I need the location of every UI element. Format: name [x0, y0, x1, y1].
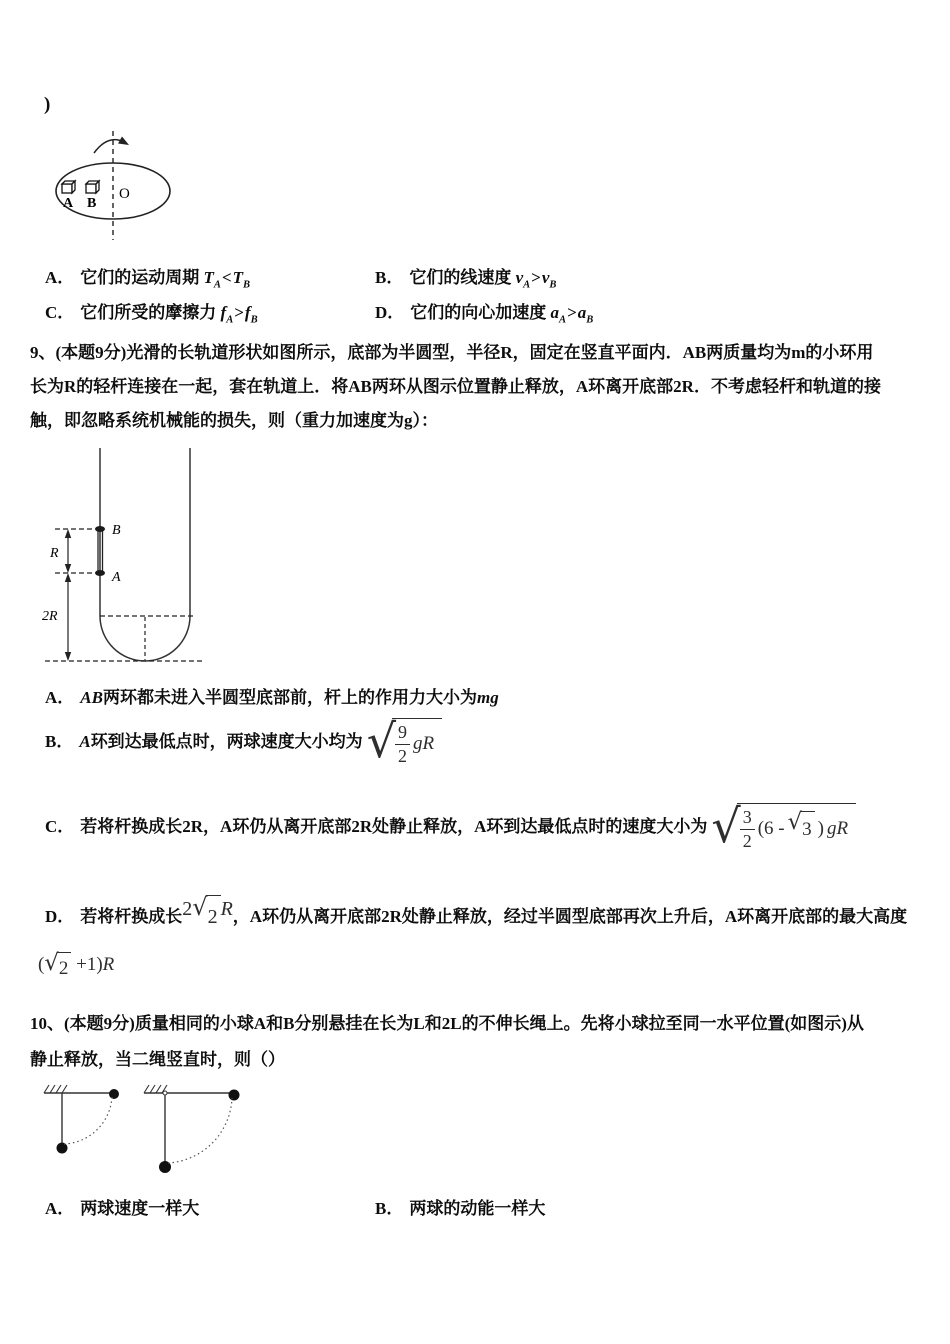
radical-sign: √ [711, 799, 741, 853]
block-b-icon [86, 181, 99, 193]
q10-text-line1: 10、(本题9分)质量相同的小球A和B分别悬挂在长为L和2L的不伸长绳上。先将小球拉至同一水平位置(如图示)从 [30, 1014, 864, 1033]
pendulum-2l [144, 1085, 240, 1173]
q9-option-c: C． 若将杆换成长2R，A环仍从离开底部2R处静止释放，A环到达最低点时的速度大小为 √ $\frac{3}{2}$ (6 - √ 3 ) gR [45, 796, 856, 858]
math-term: $T_A$ [203, 268, 221, 291]
inner-sqrt: √ 2 [192, 895, 220, 937]
math-term: $v_B$ [541, 268, 557, 291]
inner-sqrt: √ 2 [44, 952, 71, 984]
option-letter: A． [45, 688, 75, 707]
radical-sign: √ [44, 950, 59, 976]
option-text: 它们的向心加速度 [410, 303, 547, 322]
option-letter: D． [45, 907, 75, 926]
q9-option-d: D． 若将杆换成长2 √ 2 R，A环仍从离开底部2R处静止释放，经过半圆型底部再次上升后，A环离开底部的最大高度 [45, 889, 907, 937]
option-text: 它们所受的摩擦力 [80, 303, 217, 322]
arrowhead-icon [65, 652, 71, 661]
q8-option-b: B． 它们的线速度 $v_A>v_B$ [375, 268, 557, 291]
label-b: B [87, 196, 97, 211]
stray-paren: ) [44, 94, 51, 115]
option-letter: A． [45, 1199, 75, 1218]
label-b: B [112, 523, 121, 538]
ceiling-hatch-icon [44, 1085, 67, 1093]
dim-r-label: R [50, 546, 59, 561]
pendulum-l [44, 1085, 119, 1154]
formula-2-sqrt2-r: 2 √ 2 R [182, 898, 233, 920]
track-diagram [40, 446, 210, 670]
dim-2r-label: 2R [42, 609, 58, 624]
q9-text-line3: 触，即忽略系统机械能的损失，则（重力加速度为g）： [30, 411, 438, 430]
ring-a [95, 570, 105, 576]
option-letter: B． [375, 268, 404, 287]
swing-arc [64, 1096, 112, 1144]
label-o: O [119, 186, 130, 202]
math-term: $v_A$ [515, 268, 531, 291]
radical-sign: √ [366, 714, 396, 768]
q10-option-a: A． 两球速度一样大 [45, 1199, 200, 1218]
arrowhead-icon [65, 529, 71, 538]
turntable-diagram [50, 126, 185, 248]
option-letter: D． [375, 303, 405, 322]
option-letter: B． [45, 732, 74, 751]
option-text: 它们的运动周期 [80, 268, 200, 287]
math-term: $f_B$ [244, 303, 258, 326]
math-term: $a_B$ [577, 303, 594, 326]
q10-option-b: B． 两球的动能一样大 [375, 1199, 546, 1218]
option-text: 它们的线速度 [409, 268, 512, 287]
formula-sqrt-3-2-6-minus-sqrt3-gr: √ $\frac{3}{2}$ (6 - √ 3 ) gR [711, 803, 856, 850]
option-letter: B． [375, 1199, 404, 1218]
math-term: $f_A$ [220, 303, 234, 326]
rotation-arrowhead-icon [118, 137, 129, 146]
math-term: $T_B$ [232, 268, 251, 291]
option-letter: C． [45, 817, 75, 836]
arrowhead-icon [65, 573, 71, 582]
option-letter: C． [45, 303, 75, 322]
q9-text-line1: 9、(本题9分)光滑的长轨道形状如图所示，底部为半圆型，半径R，固定在竖直平面内．AB两质量均为m的小环用 [30, 343, 874, 362]
swing-arc [168, 1098, 232, 1163]
q9-text-line2: 长为R的轻杆连接在一起，套在轨道上．将AB两环从图示位置静止释放，A环离开底部2R．不考虑轻杆和轨道的接 [30, 377, 881, 396]
math-term: $a_A$ [550, 303, 567, 326]
option-letter: A． [45, 268, 75, 287]
ball-lowest [57, 1143, 68, 1154]
ball-initial [109, 1089, 119, 1099]
q9-option-d-continuation: ( √ 2 +1)R [38, 950, 114, 984]
q8-option-c: C． 它们所受的摩擦力 $f_A>f_B$ [45, 303, 258, 326]
formula-sqrt-9-2-gr: √ $\frac{9}{2}$ gR [367, 718, 442, 765]
q8-option-a: A． 它们的运动周期 $T_A<T_B$ [45, 268, 251, 291]
label-a: A [112, 570, 121, 585]
q8-option-d: D． 它们的向心加速度 $a_A>a_B$ [375, 303, 594, 326]
inner-sqrt: √ 3 [788, 811, 815, 847]
radical-sign: √ [787, 809, 803, 835]
q10-text-line2: 静止释放，当二绳竖直时，则（） [30, 1050, 285, 1069]
pivot-icon [163, 1091, 167, 1095]
q9-option-b: B． A 环到达最低点时，两球速度大小均为 √ $\frac{9}{2}$ gR [45, 710, 442, 774]
arrowhead-icon [65, 564, 71, 573]
ring-b [95, 526, 105, 532]
pendulum-diagram [40, 1082, 260, 1187]
q10-question-text [30, 1006, 864, 1078]
block-a-icon [62, 181, 75, 193]
q9-option-a: A． AB两环都未进入半圆型底部前，杆上的作用力大小为mg [45, 688, 499, 707]
q9-question-text [30, 336, 881, 438]
radical-sign: √ [192, 893, 208, 921]
label-a: A [63, 196, 74, 211]
ball-initial [229, 1090, 240, 1101]
